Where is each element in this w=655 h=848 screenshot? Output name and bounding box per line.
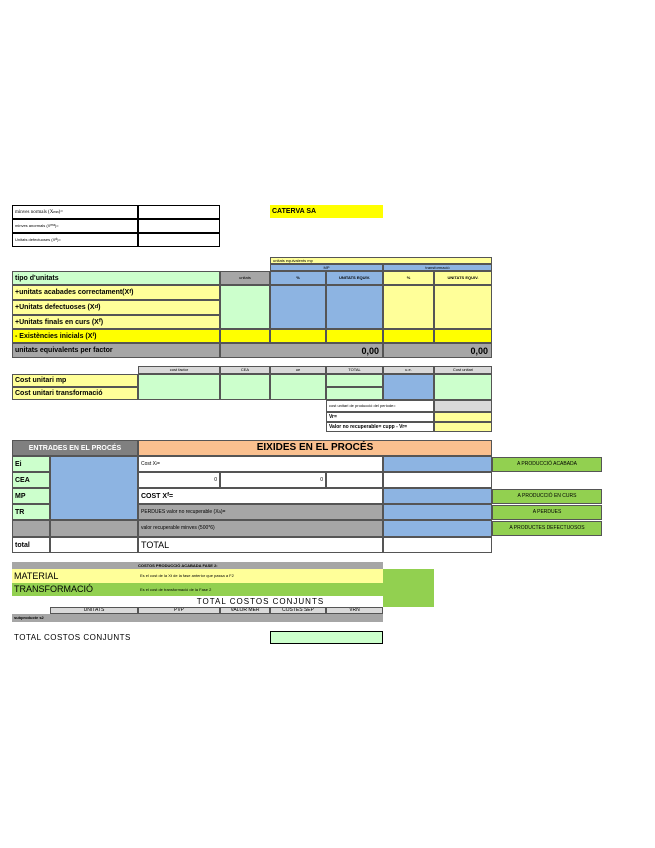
label-total: total bbox=[12, 537, 50, 553]
cost-unitari-input[interactable] bbox=[434, 374, 492, 400]
dest-produccio-curs: A PRODUCCIÓ EN CURS bbox=[492, 489, 602, 504]
cost-unitari-mp-label: Cost unitari mp bbox=[12, 374, 138, 387]
eixides-header: EIXIDES EN EL PROCÉS bbox=[138, 440, 492, 456]
unitats-input[interactable] bbox=[220, 285, 270, 329]
cost-factor-input[interactable] bbox=[138, 374, 220, 400]
total-ue-mp: 0,00 bbox=[361, 347, 379, 356]
unitats-defectuoses-value[interactable] bbox=[138, 233, 220, 247]
minves-normals-label: minves normals (X mn )= bbox=[12, 205, 138, 219]
ue2-input[interactable] bbox=[383, 374, 434, 400]
eixides-val-total[interactable] bbox=[383, 537, 492, 553]
unitats-defectuoses-label: Unitats defectuoses (X d )= bbox=[12, 233, 138, 247]
zero-a: 0 bbox=[138, 472, 220, 488]
label-mp: MP bbox=[12, 488, 50, 504]
col-ue2: u.e. bbox=[383, 366, 434, 374]
row-existencies-inicials: - Existències inicials (X i ) bbox=[12, 329, 220, 343]
label-cea: CEA bbox=[12, 472, 50, 488]
fase2-title: COSTOS PRODUCCIÓ ACABADA FASE 2: bbox=[12, 562, 383, 569]
existencies-ue-mp[interactable] bbox=[326, 329, 383, 343]
dest-produccio-acabada: A PRODUCCIÓ ACABADA bbox=[492, 457, 602, 472]
zero-c bbox=[326, 472, 383, 488]
eixides-val-5[interactable] bbox=[383, 520, 492, 537]
entrades-values[interactable] bbox=[50, 456, 138, 520]
col-total: TOTAL bbox=[326, 366, 383, 374]
entrades-header: ENTRADES EN EL PROCÉS bbox=[12, 440, 138, 456]
eixides-val-2[interactable] bbox=[383, 472, 492, 488]
col-cea: CEA bbox=[220, 366, 270, 374]
row-unitats-defectuoses: +Unitats defectuoses (X d ) bbox=[12, 300, 220, 315]
eixides-val-4[interactable] bbox=[383, 504, 492, 520]
col-cost-unitari: Cost unitari bbox=[434, 366, 492, 374]
dest-productes-defectuosos: A PRODUCTES DEFECTUOSOS bbox=[492, 521, 602, 536]
eixides-val-3[interactable] bbox=[383, 488, 492, 504]
existencies-unitats[interactable] bbox=[220, 329, 270, 343]
cea-input[interactable] bbox=[220, 374, 270, 400]
label-tr: TR bbox=[12, 504, 50, 520]
total-ue-tr: 0,00 bbox=[470, 347, 488, 356]
minves-anormals-value[interactable] bbox=[138, 219, 220, 233]
minves-anormals-label: minves anormals (X ma )= bbox=[12, 219, 138, 233]
col-mp-header: MP bbox=[270, 264, 383, 271]
cost-periode-label: cost unitari de producció del periode= bbox=[326, 400, 434, 412]
tipo-unitats-header: tipo d'unitats bbox=[12, 271, 220, 285]
vnr-label: Valor no recuperable= cupp - Vr= bbox=[326, 422, 434, 432]
total-mp-input[interactable] bbox=[326, 374, 383, 387]
total-costos-conjunts-label: TOTAL COSTOS CONJUNTS bbox=[14, 633, 131, 642]
cost-xf-label: COST X f = bbox=[138, 488, 383, 504]
vr-value[interactable] bbox=[434, 412, 492, 422]
material-desc: Es el cost de la Xt de la fase anterior que passa a F2 bbox=[138, 569, 383, 583]
cost-unitari-tr-label: Cost unitari transformació bbox=[12, 387, 138, 400]
col-pvp: PVP bbox=[138, 607, 220, 614]
total-ue-label: unitats equivalents per factor bbox=[12, 343, 220, 358]
subproducte-label: subproducte s2 bbox=[12, 614, 383, 622]
total-ue-mp-cell bbox=[220, 343, 383, 358]
eixides-val-1[interactable] bbox=[383, 456, 492, 472]
total-ue-tr-cell bbox=[383, 343, 492, 358]
transformacio-desc: Es el cost de transformació de la Fase 2 bbox=[138, 583, 383, 596]
existencies-pct-mp[interactable] bbox=[270, 329, 326, 343]
col-transformacio-header: transformació bbox=[383, 264, 492, 271]
row-unitats-finals-curs: +Unitats finals en curs (X f ) bbox=[12, 315, 220, 329]
cost-xi-label: Cost X i = bbox=[138, 456, 383, 472]
col-unitats: UNITATS bbox=[50, 607, 138, 614]
transformacio-label: TRANSFORMACIÓ bbox=[12, 583, 138, 596]
minves-normals-value[interactable] bbox=[138, 205, 220, 219]
unitats-equivalents-header: unitats equivalents mp bbox=[270, 257, 492, 264]
existencies-pct-tr[interactable] bbox=[383, 329, 434, 343]
col-costes-sep: COSTES SEP bbox=[270, 607, 326, 614]
col-ue: ue bbox=[270, 366, 326, 374]
company-name: CATERVA SA bbox=[270, 205, 383, 218]
zero-b: 0 bbox=[220, 472, 326, 488]
total-tr-input[interactable] bbox=[326, 387, 383, 400]
perdues-label: PERDUES valor no recuperable (X a )= bbox=[138, 504, 383, 520]
entrades-blank bbox=[50, 520, 138, 537]
ue-mp-input[interactable] bbox=[326, 285, 383, 329]
col-ue-tr-header: UNITATS EQUIV. bbox=[434, 271, 492, 285]
col-valor-mer: VALOR MER bbox=[220, 607, 270, 614]
material-label: MATERIAL bbox=[12, 569, 138, 583]
col-pct-mp-header: % bbox=[270, 271, 326, 285]
total-costos-conjunts-title: TOTAL COSTOS CONJUNTS bbox=[196, 596, 325, 606]
cost-periode-value[interactable] bbox=[434, 400, 492, 412]
entrades-total[interactable] bbox=[50, 537, 138, 553]
pct-mp-input[interactable] bbox=[270, 285, 326, 329]
fase2-total-green bbox=[383, 569, 434, 607]
col-vrn: VRN bbox=[326, 607, 383, 614]
existencies-ue-tr[interactable] bbox=[434, 329, 492, 343]
col-pct-tr-header: % bbox=[383, 271, 434, 285]
col-ue-mp-header: UNITATS EQUIV. bbox=[326, 271, 383, 285]
total-eixides-label: TOTAL bbox=[138, 537, 383, 553]
col-unitats-header: unitats bbox=[220, 271, 270, 285]
ue-input[interactable] bbox=[270, 374, 326, 400]
pct-tr-input[interactable] bbox=[383, 285, 434, 329]
label-blank bbox=[12, 520, 50, 537]
row-unitats-acabades: +unitats acabades correctament(X f ) bbox=[12, 285, 220, 300]
ue-tr-input[interactable] bbox=[434, 285, 492, 329]
vnr-value[interactable] bbox=[434, 422, 492, 432]
label-ei: Ei bbox=[12, 456, 50, 472]
dest-perdues: A PERDUES bbox=[492, 505, 602, 520]
recuperable-label: valor recuperable minves (500*6) bbox=[138, 520, 383, 537]
col-cost-factor: cost factor bbox=[138, 366, 220, 374]
vr-label: Vr= bbox=[326, 412, 434, 422]
total-costos-conjunts-value[interactable] bbox=[270, 631, 383, 644]
